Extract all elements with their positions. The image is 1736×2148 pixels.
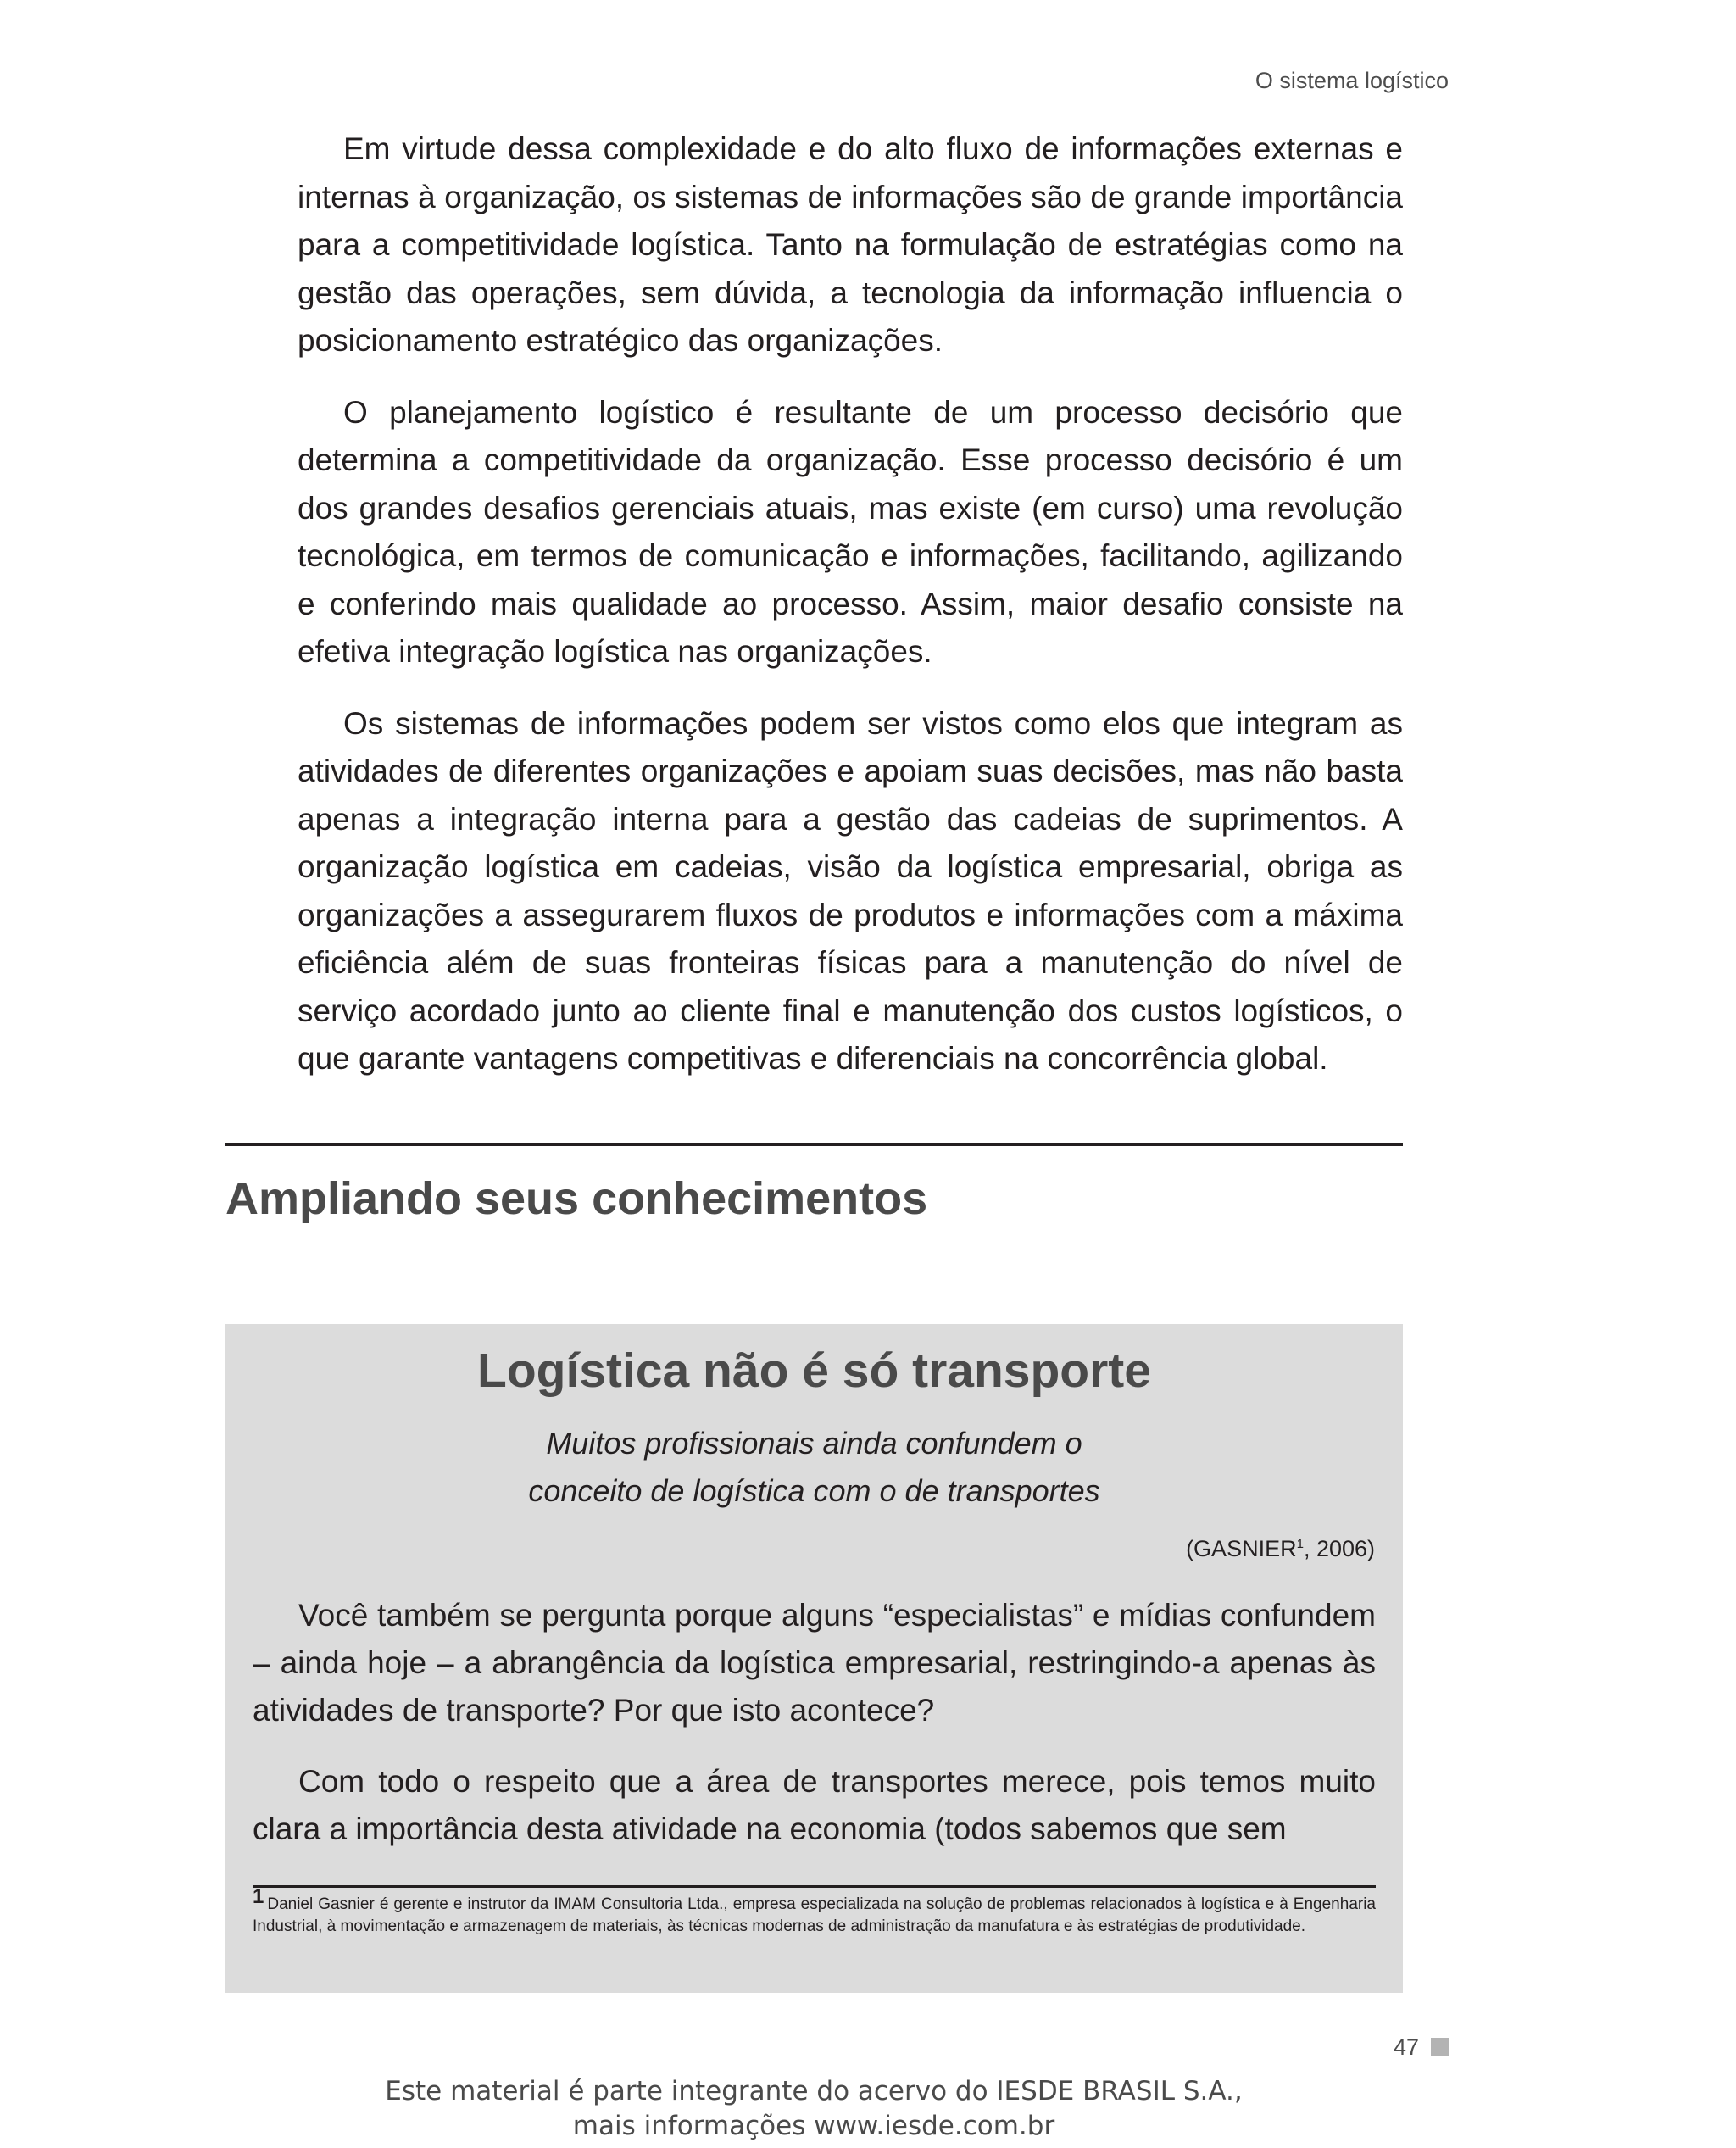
paragraph: Os sistemas de informações podem ser vistos como elos que integram as atividades de diferentes organizações e apoiam suas decisões, mas não basta apenas a integração interna para a gestão das cadeias de suprimentos. A organização logística em cadeias, visão da logística empresarial, obriga as organizações a assegurarem fluxos de produtos e informações com a máxima eficiência além de suas fronteiras físicas para a manutenção do nível de serviço acordado junto ao cliente final e manutenção dos custos logísticos, o que garante vantagens competitivas e diferenciais na concorrência global. [298,705,1403,1076]
section-divider [225,1143,1403,1146]
box-paragraph: Você também se pergunta porque alguns “especialistas” e mídias confundem – ainda hoje – a abrangência da logística empresarial, restringindo-a apenas às atividades de transporte? Por que isto acontece? [253,1598,1376,1728]
footer-note-line: Este material é parte integrante do acervo do IESDE BRASIL S.A., [385,2076,1243,2106]
page-marker-square [1431,2038,1449,2056]
citation-footnote-mark: 1 [1296,1537,1304,1551]
section-heading: Ampliando seus conhecimentos [225,1173,928,1224]
box-title: Logística não é só transporte [477,1344,1151,1398]
reading-box [225,1324,1403,1993]
footnote-text: Daniel Gasnier é gerente e instrutor da IMAM Consultoria Ltda., empresa especializada na solução de problemas relacionados à logística e à Engenharia Industrial, à movimentação e armazenagem de materiais, às técnicas modernas de administração da manufatura e às estratégias de produtividade. [253,1895,1376,1935]
footnote [253,1884,1376,1938]
main-text [298,125,1403,1107]
box-paragraph: Com todo o respeito que a área de transportes merece, pois temos muito clara a importância desta atividade na economia (todos sabemos que sem [253,1764,1376,1846]
box-subtitle-line: conceito de logística com o de transportes [528,1473,1100,1508]
box-body [253,1592,1376,1877]
citation-year: , 2006) [1303,1536,1375,1561]
paragraph: Em virtude dessa complexidade e do alto fluxo de informações externas e internas à organização, os sistemas de informações são de grande importância para a competitividade logística. Tanto na formulação de estratégias como na gestão das operações, sem dúvida, a tecnologia da informação influencia o posicionamento estratégico das organizações. [298,131,1403,358]
footer-note [0,2074,1628,2144]
paragraph: O planejamento logístico é resultante de um processo decisório que determina a competitividade da organização. Esse processo decisório é um dos grandes desafios gerenciais atuais, mas existe (em curso) uma revolução tecnológica, em termos de comunicação e informações, facilitando, agilizando e conferindo mais qualidade ao processo. Assim, maior desafio consiste na efetiva integração logística nas organizações. [298,394,1403,669]
page-number: 47 [1394,2034,1420,2060]
citation-author: (GASNIER [1186,1536,1297,1561]
box-subtitle-line: Muitos profissionais ainda confundem o [546,1426,1082,1461]
footer-note-line: mais informações www.iesde.com.br [572,2111,1055,2141]
footnote-mark: 1 [253,1884,264,1908]
box-subtitle [225,1420,1403,1515]
citation [1186,1536,1375,1562]
footnote-divider [253,1885,1376,1888]
running-header: O sistema logístico [1255,68,1449,93]
